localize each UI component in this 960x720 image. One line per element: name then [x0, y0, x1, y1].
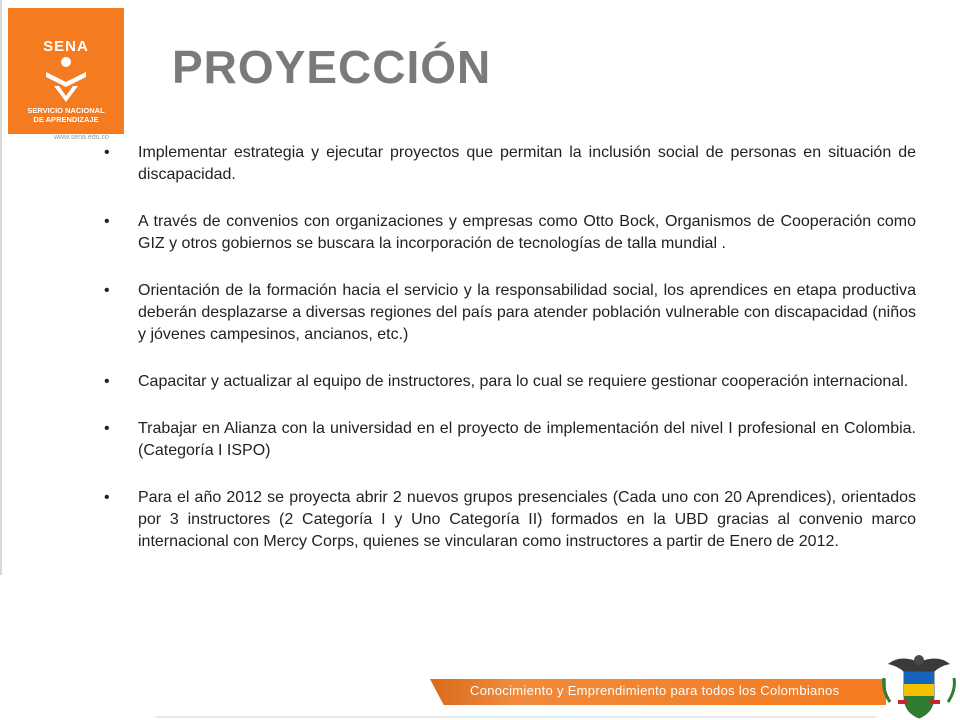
bullet-list [104, 142, 916, 578]
list-item [104, 142, 916, 186]
bullet-glyph: • [104, 489, 110, 506]
footer-divider [156, 716, 876, 718]
list-item [104, 487, 916, 553]
logo-line-2: DE APRENDIZAJE [33, 115, 99, 124]
sena-figure-icon [44, 56, 88, 104]
bullet-text: Implementar estrategia y ejecutar proyectos que permitan la inclusión social de personas en situación de discapacidad. [138, 144, 916, 183]
logo-url: www.sena.edu.co [54, 134, 109, 141]
bullet-text: Trabajar en Alianza con la universidad en el proyecto de implementación del nivel I profesional en Colombia. (Categoría I ISPO) [138, 420, 916, 459]
bullet-text: A través de convenios con organizaciones y empresas como Otto Bock, Organismos de Cooperación como GIZ y otros gobiernos se buscara la incorporación de tecnologías de talla mundial . [138, 213, 916, 252]
list-item [104, 211, 916, 255]
bullet-glyph: • [104, 373, 110, 390]
list-item [104, 418, 916, 462]
list-item [104, 371, 916, 393]
left-divider [0, 0, 2, 575]
sena-logo [8, 8, 126, 140]
bullet-text: Orientación de la formación hacia el servicio y la responsabilidad social, los aprendices en etapa productiva deberán desplazarse a diversas regiones del país para atender población vulnerable con discapacidad (niños y jóvenes campesinos, ancianos, etc.) [138, 282, 916, 343]
bullet-text: Capacitar y actualizar al equipo de instructores, para lo cual se requiere gestionar cooperación internacional. [138, 373, 909, 390]
footer-slogan: Conocimiento y Emprendimiento para todos los Colombianos [470, 683, 840, 698]
logo-wordmark: SENA [43, 38, 89, 55]
bullet-glyph: • [104, 144, 110, 161]
page-title: PROYECCIÓN [172, 41, 492, 93]
logo-line-1: SERVICIO NACIONAL [27, 106, 105, 115]
bullet-glyph: • [104, 213, 110, 230]
list-item [104, 280, 916, 346]
bullet-glyph: • [104, 282, 110, 299]
colombia-coat-of-arms-icon [880, 650, 958, 720]
bullet-glyph: • [104, 420, 110, 437]
bullet-text: Para el año 2012 se proyecta abrir 2 nuevos grupos presenciales (Cada uno con 20 Aprendices), orientados por 3 instructores (2 Categoría I y Uno Categoría II) formados en la UBD gracias al convenio marco internacional con Mercy Corps, quienes se vincularan como instructores a partir de Enero de 2012. [138, 489, 916, 550]
